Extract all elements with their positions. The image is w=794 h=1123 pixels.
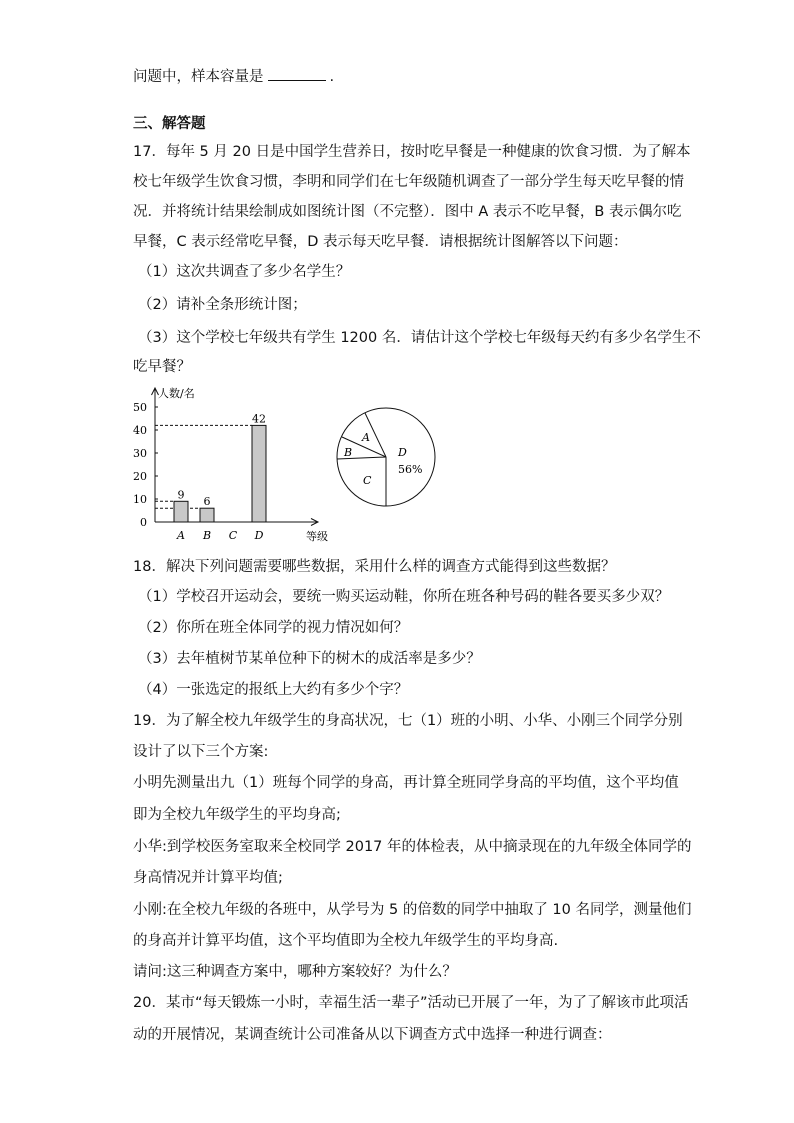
bar-chart [120, 380, 335, 545]
pie-label-a: A [362, 431, 370, 444]
x-tick-label: D [254, 529, 264, 542]
q16-suffix: . [329, 69, 335, 85]
q18-line: 18．解决下列问题需要哪些数据，采用什么样的调查方式能得到这些数据？ [133, 559, 616, 575]
y-tick-label: 20 [133, 470, 147, 483]
bar-value-label: 9 [177, 488, 185, 502]
q17-subquestion: （3）这个学校七年级共有学生 1200 名．请估计这个学校七年级每天约有多少名学生不 [138, 330, 701, 346]
y-tick-label: 0 [140, 516, 147, 529]
x-tick-label: A [177, 529, 185, 542]
x-tick-label: B [202, 529, 212, 542]
bar-a [174, 501, 188, 522]
q17-subquestion-continued: 吃早餐？ [133, 359, 191, 375]
section-heading: 三、解答题 [133, 116, 206, 132]
pie-percent-d: 56% [398, 463, 423, 476]
q19-line: 小明先测量出九（1）班每个同学的身高，再计算全班同学身高的平均值，这个平均值 [133, 775, 679, 791]
bar-b [200, 508, 214, 522]
bar-d [252, 425, 266, 522]
bar-value-label: 42 [252, 412, 266, 426]
bar-chart-xlabel: 等级 [306, 530, 328, 543]
q19-line: 身高情况并计算平均值; [133, 870, 283, 886]
y-tick-label: 30 [133, 447, 147, 460]
bar-value-label: 6 [203, 495, 211, 509]
q19-line: 19．为了解全校九年级学生的身高状况，七（1）班的小明、小华、小刚三个同学分别 [133, 713, 683, 729]
q20-line: 20．某市“每天锻炼一小时，幸福生活一辈子”活动已开展了一年，为了了解该市此项活 [133, 995, 689, 1011]
q19-line: 的身高并计算平均值，这个平均值即为全校九年级学生的平均身高. [133, 933, 559, 949]
y-tick-label: 40 [133, 424, 147, 437]
q17-subquestion: （1）这次共调查了多少名学生？ [138, 264, 351, 280]
q17-subquestion: （2）请补全条形统计图； [138, 297, 307, 313]
q18-subquestion: （1）学校召开运动会，要统一购买运动鞋，你所在班各种号码的鞋各要买多少双？ [138, 589, 670, 605]
y-tick-label: 10 [133, 493, 147, 506]
q19-line: 小刚:在全校九年级的各班中，从学号为 5 的倍数的同学中抽取了 10 名同学，测量他们 [133, 902, 692, 918]
q16-prefix: 问题中，样本容量是 [133, 69, 264, 85]
y-tick-label: 50 [133, 401, 147, 414]
bar-chart-ylabel: 人数/名 [158, 387, 195, 400]
q17-line: 早餐，C 表示经常吃早餐，D 表示每天吃早餐．请根据统计图解答以下问题： [133, 234, 628, 250]
q19-line: 即为全校九年级学生的平均身高; [133, 807, 341, 823]
q17-line: 校七年级学生饮食习惯，李明和同学们在七年级随机调查了一部分学生每天吃早餐的情 [133, 174, 684, 190]
q18-subquestion: （4）一张选定的报纸上大约有多少个字？ [138, 682, 409, 698]
q19-line: 请问:这三种调查方案中，哪种方案较好？为什么？ [133, 964, 457, 980]
q19-line: 小华:到学校医务室取来全校同学 2017 年的体检表，从中摘录现在的九年级全体同学的 [133, 839, 692, 855]
q19-line: 设计了以下三个方案: [133, 744, 269, 760]
pie-label-b: B [344, 446, 353, 459]
pie-label-c: C [363, 474, 372, 487]
x-tick-label: C [228, 529, 238, 542]
q18-subquestion: （3）去年植树节某单位种下的树木的成活率是多少？ [138, 651, 481, 667]
q17-line: 17．每年 5 月 20 日是中国学生营养日，按时吃早餐是一种健康的饮食习惯．为了解本 [133, 144, 691, 160]
answer-blank [268, 66, 326, 81]
q17-line: 况．并将统计结果绘制成如图统计图（不完整）．图中 A 表示不吃早餐，B 表示偶尔吃 [133, 204, 682, 220]
q16-line [133, 66, 334, 87]
q18-subquestion: （2）你所在班全体同学的视力情况如何？ [138, 620, 409, 636]
pie-chart [335, 400, 445, 520]
q20-line: 动的开展情况，某调查统计公司准备从以下调查方式中选择一种进行调查： [133, 1027, 612, 1043]
pie-label-d: D [398, 446, 407, 459]
